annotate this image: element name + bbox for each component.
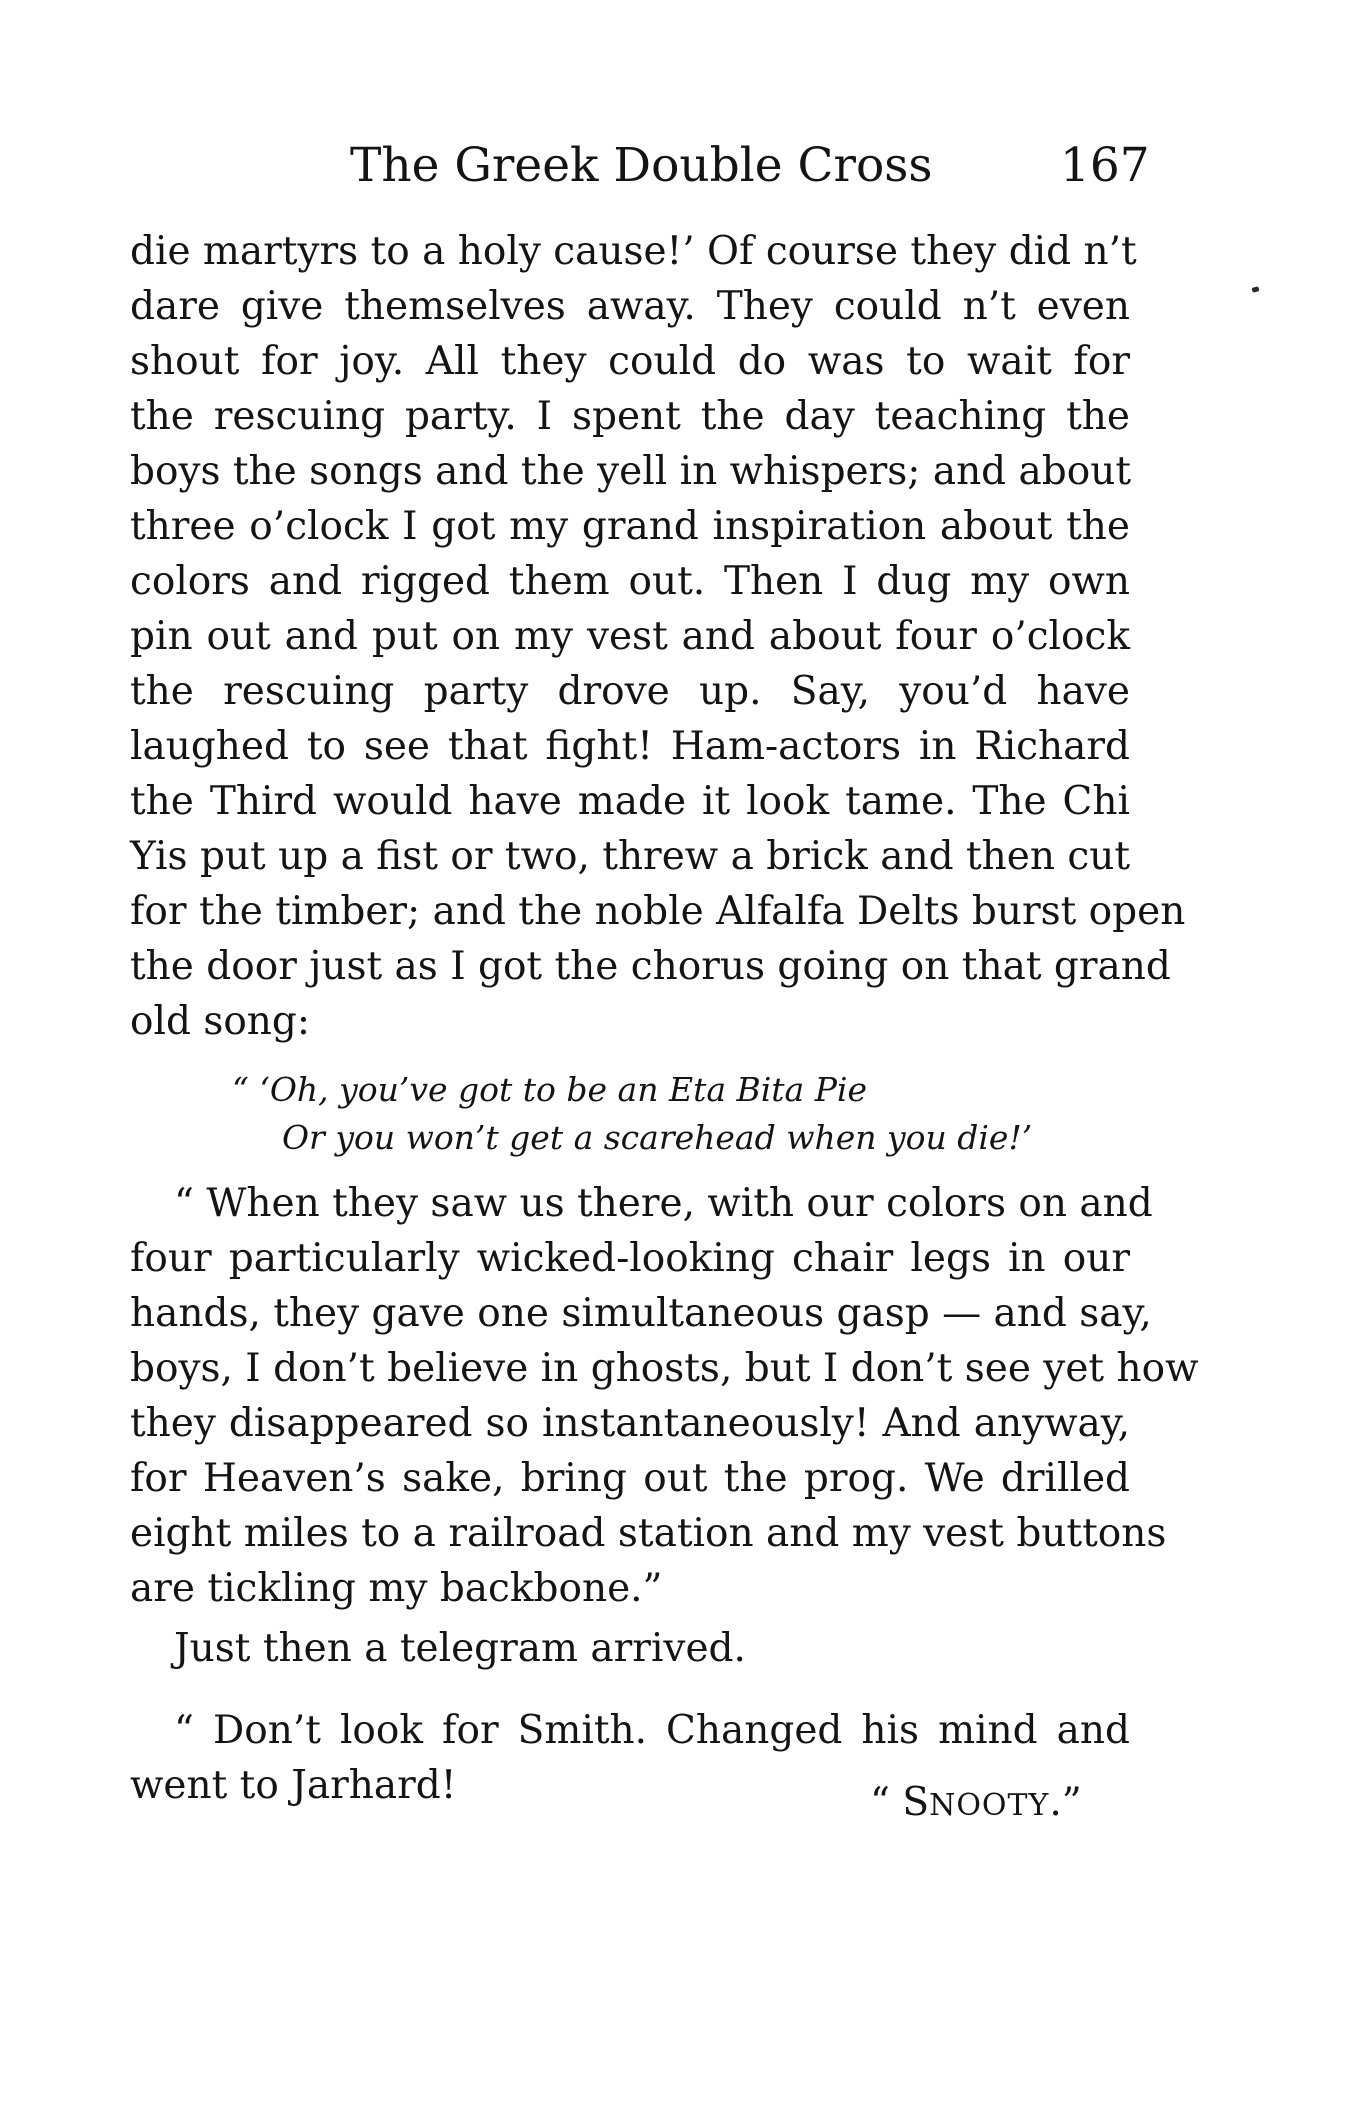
text-line: for the timber; and the noble Alfalfa Delts burst open (130, 889, 1186, 934)
text-line: laughed to see that fight! Ham-actors in Richard (130, 724, 1130, 769)
text-line: “ When they saw us there, with our colors on and (174, 1181, 1153, 1226)
text-line: colors and rigged them out. Then I dug my own (130, 559, 1130, 604)
text-line: pin out and put on my vest and about four o’clock (130, 614, 1130, 659)
verse-line: “ ‘Oh, you’ve got to be an Eta Bita Pie (232, 1070, 868, 1109)
text-line: boys the songs and the yell in whispers; and about (130, 449, 1132, 494)
text-line: old song: (130, 999, 311, 1044)
page-number: 167 (1060, 138, 1150, 193)
text-line: the Third would have made it look tame. The Chi (130, 779, 1130, 824)
ink-speck (1251, 286, 1259, 293)
paragraph-telegram-arrival: Just then a telegram arrived. (174, 1626, 746, 1671)
text-line: boys, I don’t believe in ghosts, but I don’t see yet how (130, 1346, 1199, 1391)
text-line: hands, they gave one simultaneous gasp — and say, (130, 1291, 1152, 1336)
signature-close: .” (1049, 1780, 1082, 1825)
text-line: die martyrs to a holy cause!’ Of course they did n’t (130, 229, 1137, 274)
text-line: for Heaven’s sake, bring out the prog. We drilled (130, 1456, 1130, 1501)
text-line: three o’clock I got my grand inspiration about the (130, 504, 1130, 549)
paragraph-narrative (130, 1176, 1199, 1616)
signature-initial: S (902, 1780, 930, 1825)
text-line: eight miles to a railroad station and my vest buttons (130, 1511, 1167, 1556)
text-line: dare give themselves away. They could n’t even (130, 284, 1130, 329)
text-line: four particularly wicked-looking chair legs in our (130, 1236, 1130, 1281)
text-line: the rescuing party drove up. Say, you’d have (130, 669, 1130, 714)
text-line: Yis put up a fist or two, threw a brick and then cut (130, 834, 1130, 879)
running-title: The Greek Double Cross (350, 138, 933, 193)
signature-rest: NOOTY (929, 1788, 1050, 1823)
text-line: the rescuing party. I spent the day teaching the (130, 394, 1130, 439)
text-line: went to Jarhard! (130, 1763, 457, 1808)
verse-line: Or you won’t get a scarehead when you die!’ (282, 1118, 1033, 1157)
paragraph-narrative (130, 224, 1186, 1049)
telegram-signature (870, 1775, 1082, 1833)
text-line: they disappeared so instantaneously! And anyway, (130, 1401, 1130, 1446)
text-line: shout for joy. All they could do was to wait for (130, 339, 1130, 384)
signature-open-quote: “ (870, 1780, 903, 1825)
text-line: the door just as I got the chorus going on that grand (130, 944, 1171, 989)
text-line: “ Don’t look for Smith. Changed his mind and (174, 1708, 1130, 1753)
text-line: are tickling my backbone.” (130, 1566, 663, 1611)
